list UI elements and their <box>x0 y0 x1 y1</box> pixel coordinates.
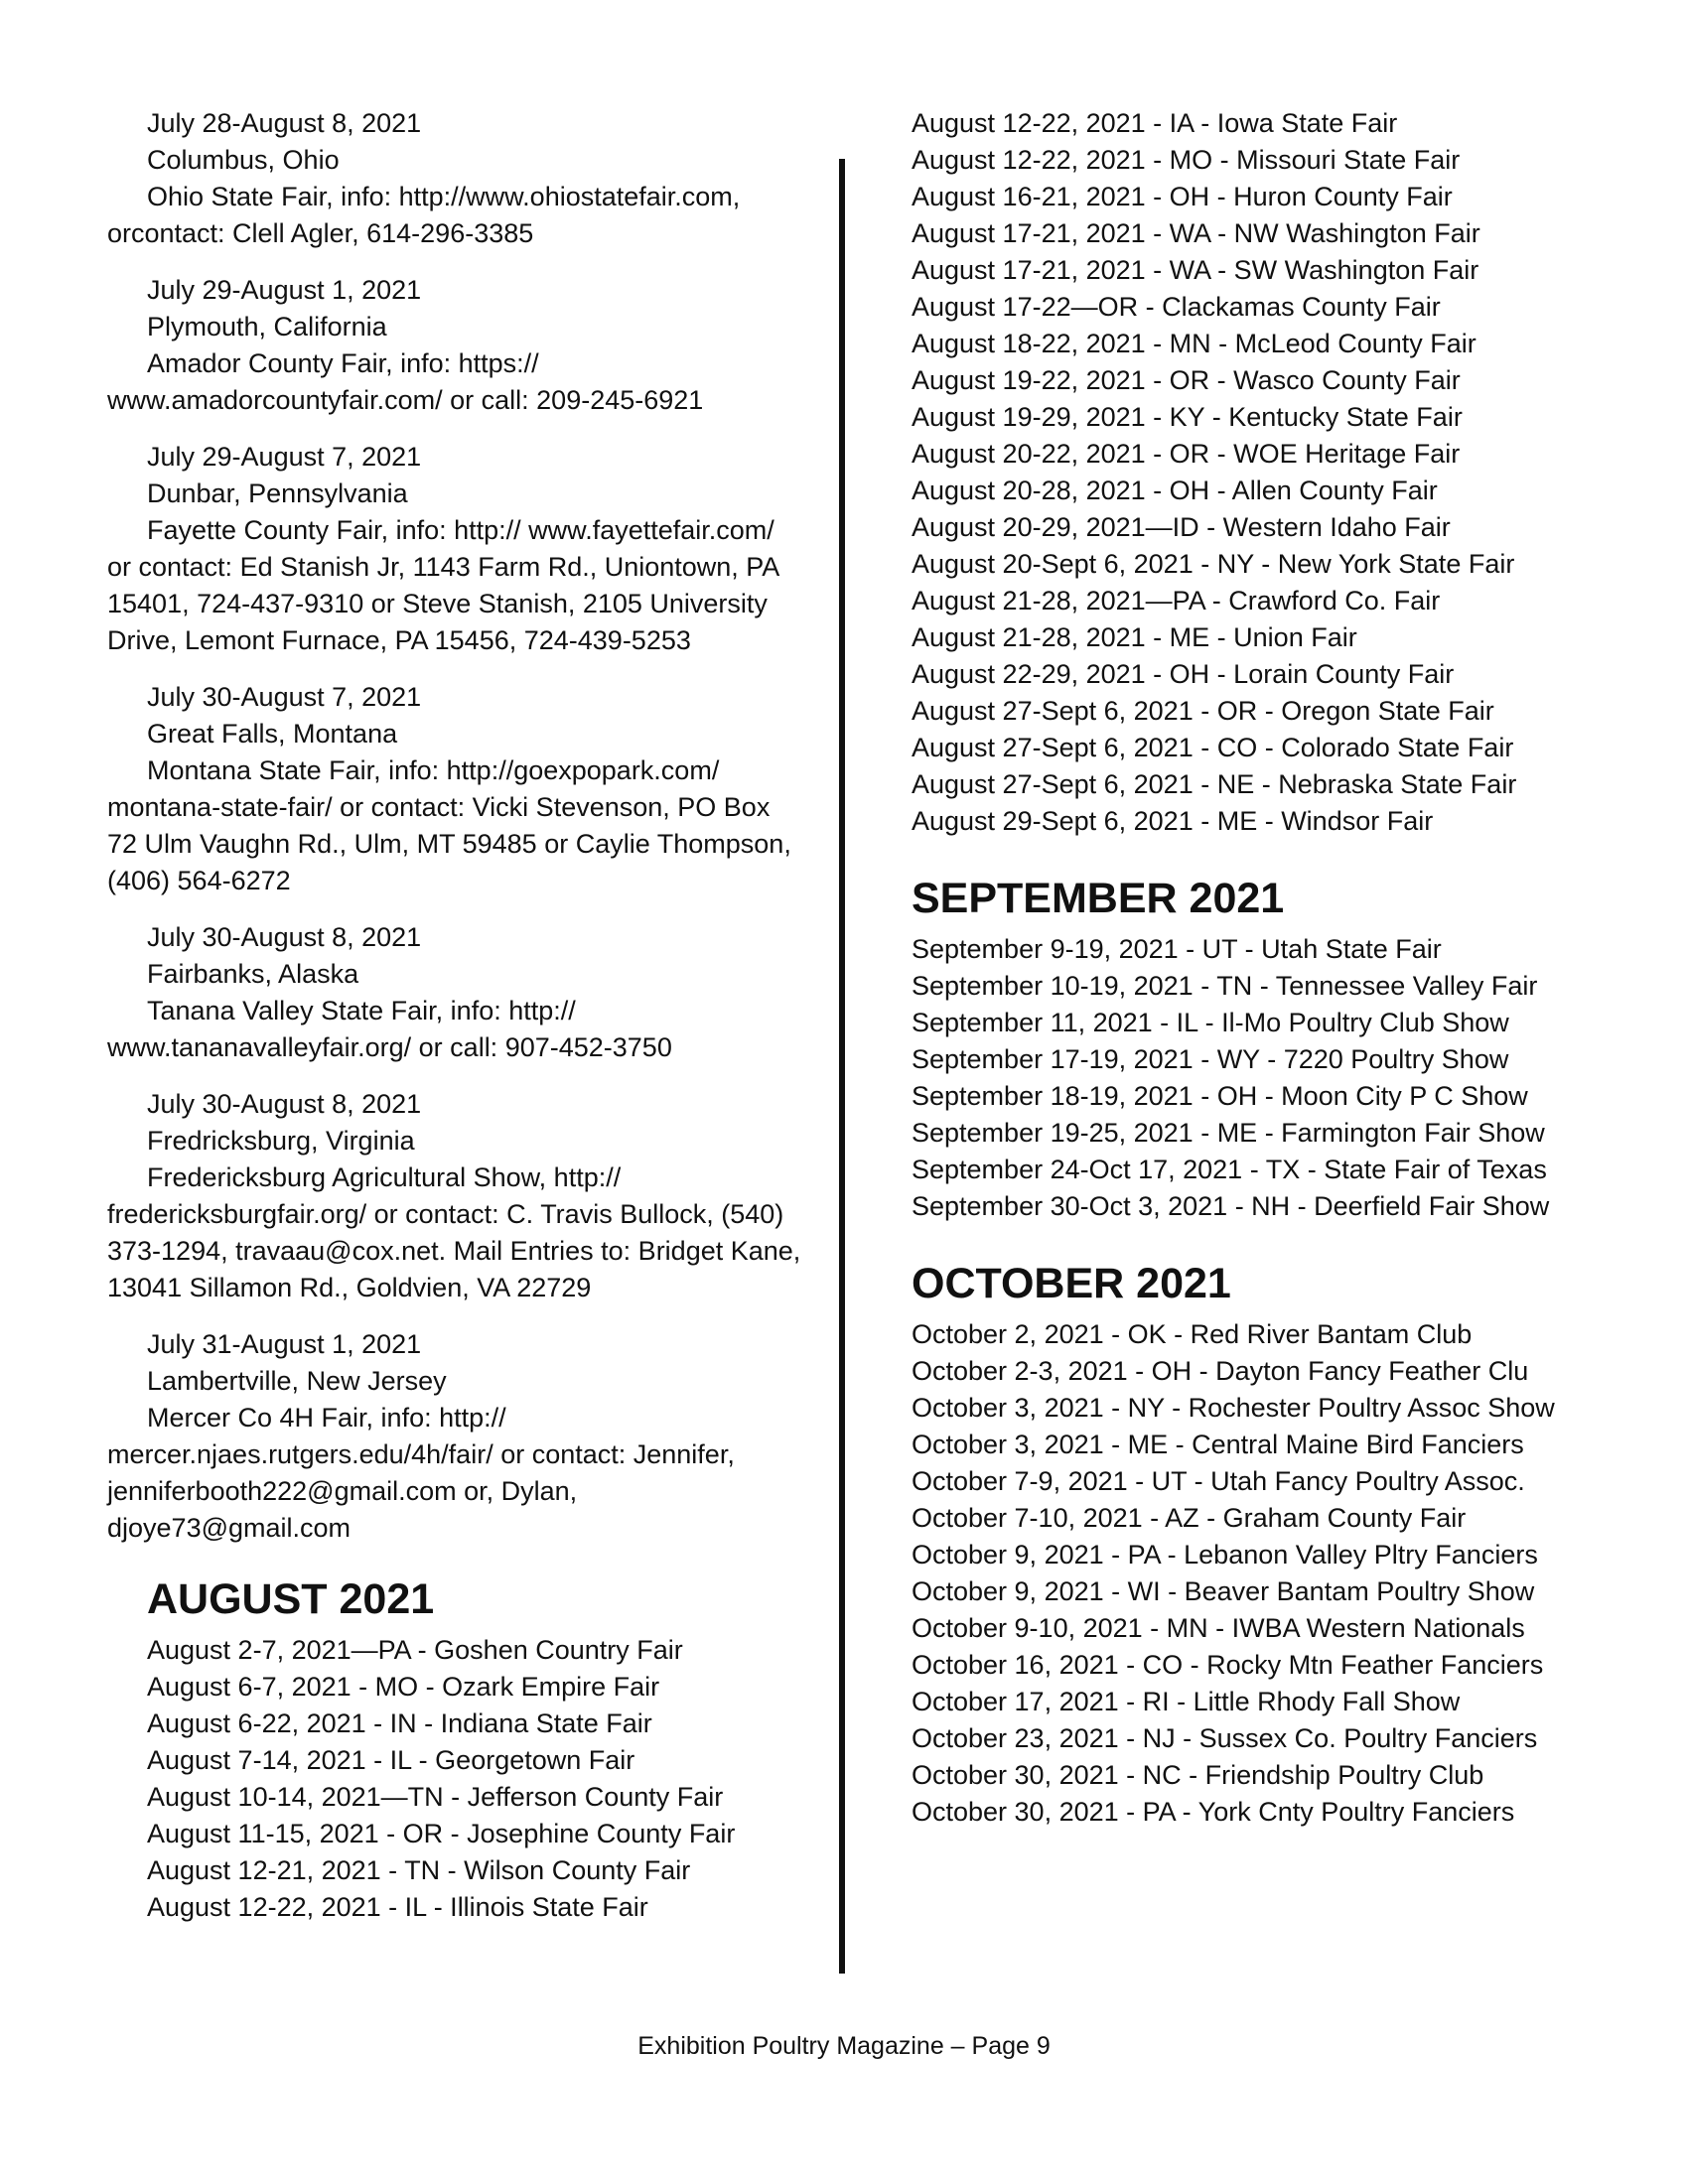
event-location: Plymouth, California <box>147 312 387 341</box>
list-item: September 19-25, 2021 - ME - Farmington Fair Show <box>912 1118 1545 1148</box>
list-item: October 17, 2021 - RI - Little Rhody Fall Show <box>912 1687 1461 1716</box>
list-item: October 7-9, 2021 - UT - Utah Fancy Poultry Assoc. <box>912 1466 1525 1496</box>
list-item: August 20-22, 2021 - OR - WOE Heritage Fair <box>912 439 1461 469</box>
event-entry <box>107 919 802 1066</box>
event-entry <box>107 1086 802 1306</box>
list-item: October 9-10, 2021 - MN - IWBA Western Nationals <box>912 1613 1525 1643</box>
list-item: August 12-22, 2021 - IA - Iowa State Fair <box>912 108 1398 138</box>
list-item: October 9, 2021 - PA - Lebanon Valley Pltry Fanciers <box>912 1540 1538 1570</box>
event-date: July 30-August 7, 2021 <box>147 682 422 712</box>
event-location: Fredricksburg, Virginia <box>147 1126 415 1156</box>
event-date: July 29-August 1, 2021 <box>147 275 422 305</box>
list-item: August 20-28, 2021 - OH - Allen County Fair <box>912 476 1438 505</box>
september-list <box>912 931 1587 1225</box>
list-item: September 10-19, 2021 - TN - Tennessee Valley Fair <box>912 971 1538 1001</box>
list-item: September 9-19, 2021 - UT - Utah State Fair <box>912 934 1442 964</box>
list-item: August 12-21, 2021 - TN - Wilson County Fair <box>147 1855 691 1885</box>
event-date: July 30-August 8, 2021 <box>147 922 422 952</box>
list-item: August 19-22, 2021 - OR - Wasco County Fair <box>912 365 1461 395</box>
event-entry <box>107 272 802 419</box>
list-item: August 22-29, 2021 - OH - Lorain County Fair <box>912 659 1455 689</box>
event-location: Fairbanks, Alaska <box>147 959 359 989</box>
event-entry <box>107 105 802 252</box>
list-item: August 17-21, 2021 - WA - SW Washington Fair <box>912 255 1479 285</box>
event-details: Tanana Valley State Fair, info: http:// www.tananavalleyfair.org/ or call: 907-452-3750 <box>107 996 672 1062</box>
list-item: August 10-14, 2021—TN - Jefferson County Fair <box>147 1782 724 1812</box>
list-item: August 20-Sept 6, 2021 - NY - New York State Fair <box>912 549 1515 579</box>
list-item: August 6-7, 2021 - MO - Ozark Empire Fair <box>147 1672 660 1702</box>
event-entry <box>107 439 802 659</box>
event-date: July 29-August 7, 2021 <box>147 442 422 472</box>
event-date: July 30-August 8, 2021 <box>147 1089 422 1119</box>
event-details: Mercer Co 4H Fair, info: http:// mercer.njaes.rutgers.edu/4h/fair/ or contact: Jennifer, jenniferbooth222@gmail.com or, Dylan, djoye73@gmail.com <box>107 1403 735 1543</box>
event-location: Great Falls, Montana <box>147 719 398 749</box>
list-item: October 30, 2021 - NC - Friendship Poultry Club <box>912 1760 1484 1790</box>
september-heading: SEPTEMBER 2021 <box>912 875 1285 922</box>
event-entry <box>107 679 802 899</box>
event-details: Fayette County Fair, info: http:// www.fayettefair.com/ or contact: Ed Stanish Jr, 1143 Farm Rd., Uniontown, PA 15401, 724-437-9310 or Steve Stanish, 2105 University Drive, Lemont Furnace, PA 15456, 724-439-5253 <box>107 515 778 655</box>
list-item: October 2, 2021 - OK - Red River Bantam Club <box>912 1319 1473 1349</box>
list-item: October 9, 2021 - WI - Beaver Bantam Poultry Show <box>912 1576 1535 1606</box>
list-item: October 30, 2021 - PA - York Cnty Poultry Fanciers <box>912 1797 1515 1827</box>
list-item: August 21-28, 2021—PA - Crawford Co. Fair <box>912 586 1441 615</box>
list-item: August 19-29, 2021 - KY - Kentucky State Fair <box>912 402 1463 432</box>
list-item: August 29-Sept 6, 2021 - ME - Windsor Fair <box>912 806 1434 836</box>
list-item: October 7-10, 2021 - AZ - Graham County Fair <box>912 1503 1467 1533</box>
list-item: August 17-22—OR - Clackamas County Fair <box>912 292 1441 322</box>
list-item: August 20-29, 2021—ID - Western Idaho Fair <box>912 512 1451 542</box>
event-date: July 28-August 8, 2021 <box>147 108 422 138</box>
list-item: October 3, 2021 - NY - Rochester Poultry Assoc Show <box>912 1393 1555 1423</box>
list-item: August 18-22, 2021 - MN - McLeod County Fair <box>912 329 1477 358</box>
list-item: September 24-Oct 17, 2021 - TX - State Fair of Texas <box>912 1155 1547 1184</box>
list-item: October 3, 2021 - ME - Central Maine Bird Fanciers <box>912 1430 1524 1459</box>
event-details: Montana State Fair, info: http://goexpopark.com/ montana-state-fair/ or contact: Vicki Stevenson, PO Box 72 Ulm Vaughn Rd., Ulm, MT 59485 or Caylie Thompson, (406) 564-6272 <box>107 755 791 895</box>
event-location: Dunbar, Pennsylvania <box>147 478 408 508</box>
list-item: September 17-19, 2021 - WY - 7220 Poultry Show <box>912 1044 1509 1074</box>
list-item: August 6-22, 2021 - IN - Indiana State Fair <box>147 1708 652 1738</box>
event-entry <box>107 1326 802 1547</box>
event-location: Columbus, Ohio <box>147 145 340 175</box>
list-item: August 21-28, 2021 - ME - Union Fair <box>912 622 1357 652</box>
list-item: September 18-19, 2021 - OH - Moon City P C Show <box>912 1081 1528 1111</box>
event-location: Lambertville, New Jersey <box>147 1366 447 1396</box>
list-item: September 11, 2021 - IL - Il-Mo Poultry Club Show <box>912 1008 1509 1037</box>
list-item: August 2-7, 2021—PA - Goshen Country Fair <box>147 1635 683 1665</box>
list-item: August 27-Sept 6, 2021 - NE - Nebraska State Fair <box>912 769 1517 799</box>
event-details: Amador County Fair, info: https:// www.amadorcountyfair.com/ or call: 209-245-6921 <box>107 348 704 415</box>
event-date: July 31-August 1, 2021 <box>147 1329 422 1359</box>
list-item: August 16-21, 2021 - OH - Huron County Fair <box>912 182 1453 211</box>
list-item: September 30-Oct 3, 2021 - NH - Deerfield Fair Show <box>912 1191 1550 1221</box>
list-item: August 27-Sept 6, 2021 - CO - Colorado State Fair <box>912 733 1514 762</box>
august-list-left <box>107 1632 802 1926</box>
list-item: August 27-Sept 6, 2021 - OR - Oregon State Fair <box>912 696 1494 726</box>
column-divider <box>839 159 845 1974</box>
list-item: August 12-22, 2021 - MO - Missouri State Fair <box>912 145 1461 175</box>
list-item: August 7-14, 2021 - IL - Georgetown Fair <box>147 1745 635 1775</box>
august-list-right <box>912 105 1587 840</box>
october-heading: OCTOBER 2021 <box>912 1260 1231 1307</box>
list-item: August 11-15, 2021 - OR - Josephine County Fair <box>147 1819 736 1848</box>
event-details: Fredericksburg Agricultural Show, http:// fredericksburgfair.org/ or contact: C. Travis Bullock, (540) 373-1294, travaau@cox.net. Mail Entries to: Bridget Kane, 13041 Sillamon Rd., Goldvien, VA 22729 <box>107 1162 801 1302</box>
page-footer: Exhibition Poultry Magazine – Page 9 <box>637 2032 1051 2060</box>
left-column <box>107 105 802 1926</box>
right-column <box>912 105 1587 1831</box>
august-heading: AUGUST 2021 <box>147 1575 435 1623</box>
event-details: Ohio State Fair, info: http://www.ohiostatefair.com, orcontact: Clell Agler, 614-296-3385 <box>107 182 741 248</box>
list-item: October 16, 2021 - CO - Rocky Mtn Feather Fanciers <box>912 1650 1544 1680</box>
list-item: August 17-21, 2021 - WA - NW Washington Fair <box>912 218 1480 248</box>
list-item: August 12-22, 2021 - IL - Illinois State Fair <box>147 1892 648 1922</box>
october-list <box>912 1316 1587 1831</box>
list-item: October 2-3, 2021 - OH - Dayton Fancy Feather Clu <box>912 1356 1529 1386</box>
list-item: October 23, 2021 - NJ - Sussex Co. Poultry Fanciers <box>912 1723 1538 1753</box>
